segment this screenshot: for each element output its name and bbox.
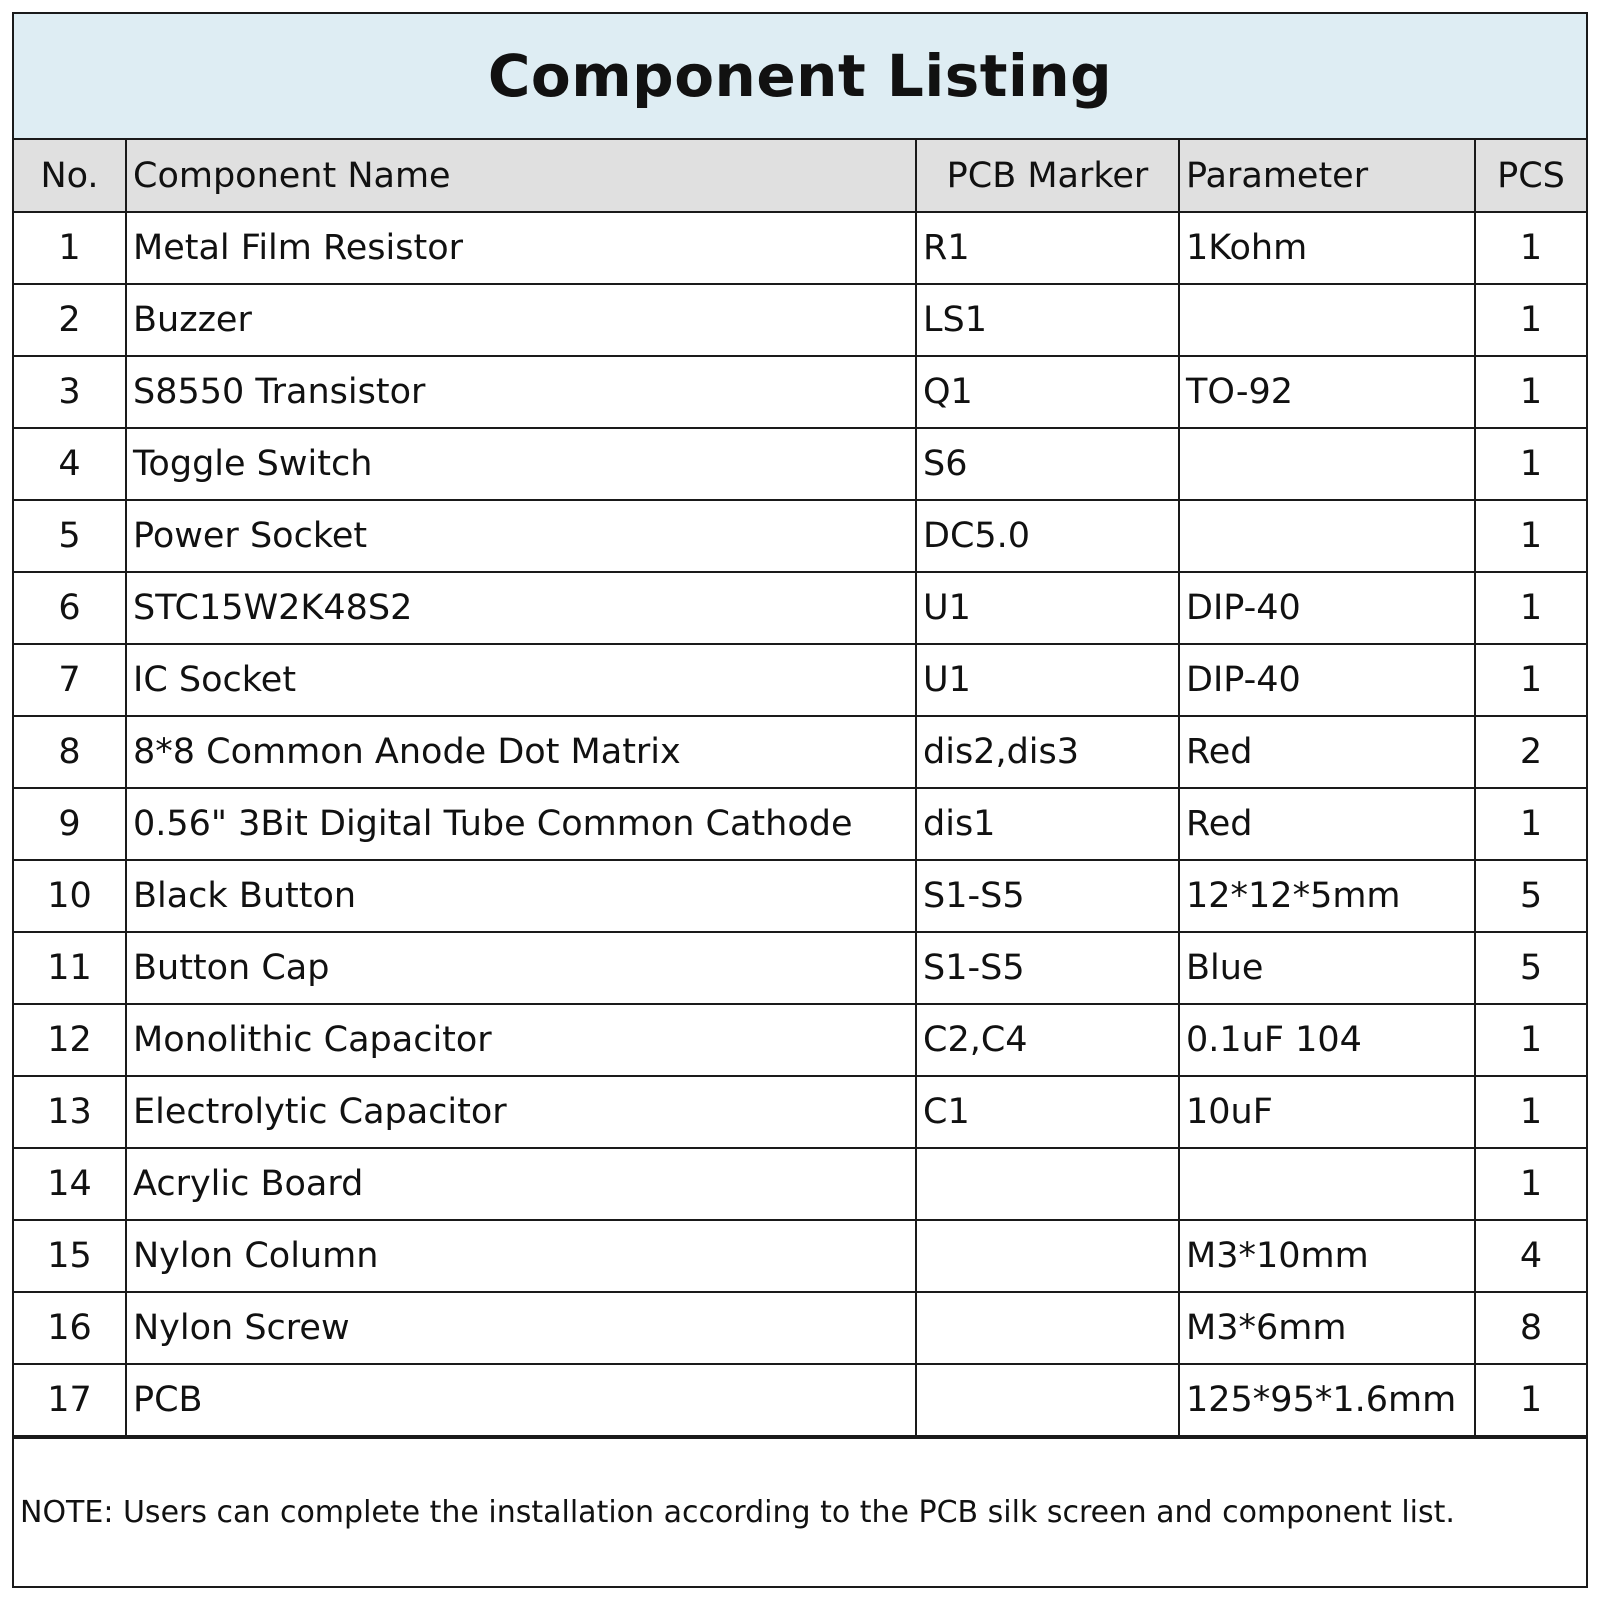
cell-parameter	[1179, 500, 1475, 572]
cell-pcb-marker: C2,C4	[916, 1004, 1179, 1076]
cell-parameter: 10uF	[1179, 1076, 1475, 1148]
table-row	[14, 1364, 1586, 1436]
cell-component-name: Acrylic Board	[126, 1148, 916, 1220]
cell-no: 11	[14, 932, 126, 1004]
cell-pcb-marker	[916, 1220, 1179, 1292]
cell-pcs: 1	[1475, 1004, 1586, 1076]
cell-no: 14	[14, 1148, 126, 1220]
table-row	[14, 644, 1586, 716]
cell-pcb-marker: C1	[916, 1076, 1179, 1148]
cell-pcb-marker: U1	[916, 644, 1179, 716]
cell-no: 17	[14, 1364, 126, 1436]
cell-parameter: Blue	[1179, 932, 1475, 1004]
cell-parameter: Red	[1179, 716, 1475, 788]
table-row	[14, 428, 1586, 500]
cell-pcs: 1	[1475, 284, 1586, 356]
cell-parameter	[1179, 1148, 1475, 1220]
cell-pcb-marker	[916, 1292, 1179, 1364]
header-pcb-marker: PCB Marker	[916, 140, 1179, 212]
cell-component-name: Power Socket	[126, 500, 916, 572]
cell-pcb-marker: R1	[916, 212, 1179, 284]
title-bar	[14, 14, 1586, 140]
cell-component-name: Monolithic Capacitor	[126, 1004, 916, 1076]
cell-no: 7	[14, 644, 126, 716]
table-row	[14, 572, 1586, 644]
cell-pcs: 8	[1475, 1292, 1586, 1364]
cell-pcb-marker: Q1	[916, 356, 1179, 428]
cell-no: 5	[14, 500, 126, 572]
table-row	[14, 716, 1586, 788]
cell-no: 1	[14, 212, 126, 284]
cell-parameter: 0.1uF 104	[1179, 1004, 1475, 1076]
cell-component-name: 8*8 Common Anode Dot Matrix	[126, 716, 916, 788]
cell-component-name: Button Cap	[126, 932, 916, 1004]
cell-pcs: 1	[1475, 572, 1586, 644]
table-row	[14, 788, 1586, 860]
header-parameter: Parameter	[1179, 140, 1475, 212]
cell-pcb-marker: dis2,dis3	[916, 716, 1179, 788]
cell-no: 9	[14, 788, 126, 860]
table-row	[14, 500, 1586, 572]
cell-component-name: S8550 Transistor	[126, 356, 916, 428]
table-row	[14, 212, 1586, 284]
cell-pcb-marker	[916, 1364, 1179, 1436]
cell-no: 6	[14, 572, 126, 644]
cell-component-name: Nylon Column	[126, 1220, 916, 1292]
cell-pcb-marker: S1-S5	[916, 860, 1179, 932]
cell-pcs: 1	[1475, 644, 1586, 716]
cell-pcb-marker: S6	[916, 428, 1179, 500]
table-row	[14, 1076, 1586, 1148]
cell-pcs: 1	[1475, 356, 1586, 428]
cell-component-name: Black Button	[126, 860, 916, 932]
component-listing-sheet	[12, 12, 1588, 1588]
cell-pcb-marker: U1	[916, 572, 1179, 644]
table-row	[14, 1220, 1586, 1292]
cell-parameter: TO-92	[1179, 356, 1475, 428]
cell-component-name: PCB	[126, 1364, 916, 1436]
cell-component-name: Nylon Screw	[126, 1292, 916, 1364]
cell-no: 8	[14, 716, 126, 788]
cell-no: 4	[14, 428, 126, 500]
cell-pcs: 1	[1475, 500, 1586, 572]
cell-component-name: Toggle Switch	[126, 428, 916, 500]
cell-parameter	[1179, 428, 1475, 500]
cell-pcs: 1	[1475, 212, 1586, 284]
cell-component-name: 0.56" 3Bit Digital Tube Common Cathode	[126, 788, 916, 860]
table-row	[14, 1292, 1586, 1364]
note-text: NOTE: Users can complete the installation according to the PCB silk screen and component list.	[14, 1437, 1586, 1586]
cell-pcb-marker: dis1	[916, 788, 1179, 860]
cell-component-name: Buzzer	[126, 284, 916, 356]
cell-pcs: 5	[1475, 932, 1586, 1004]
cell-pcs: 1	[1475, 1364, 1586, 1436]
cell-pcs: 1	[1475, 788, 1586, 860]
header-row	[14, 140, 1586, 212]
page-title: Component Listing	[487, 42, 1113, 110]
cell-parameter: 1Kohm	[1179, 212, 1475, 284]
cell-component-name: Metal Film Resistor	[126, 212, 916, 284]
component-table	[14, 140, 1586, 1437]
cell-pcb-marker	[916, 1148, 1179, 1220]
cell-parameter: M3*10mm	[1179, 1220, 1475, 1292]
header-pcs: PCS	[1475, 140, 1586, 212]
cell-parameter: DIP-40	[1179, 644, 1475, 716]
table-row	[14, 356, 1586, 428]
cell-pcs: 1	[1475, 1148, 1586, 1220]
cell-parameter: M3*6mm	[1179, 1292, 1475, 1364]
cell-no: 3	[14, 356, 126, 428]
cell-parameter	[1179, 284, 1475, 356]
cell-no: 13	[14, 1076, 126, 1148]
cell-parameter: DIP-40	[1179, 572, 1475, 644]
cell-component-name: STC15W2K48S2	[126, 572, 916, 644]
cell-pcs: 4	[1475, 1220, 1586, 1292]
cell-pcb-marker: DC5.0	[916, 500, 1179, 572]
cell-parameter: 125*95*1.6mm	[1179, 1364, 1475, 1436]
table-row	[14, 932, 1586, 1004]
cell-pcs: 2	[1475, 716, 1586, 788]
cell-no: 10	[14, 860, 126, 932]
cell-no: 2	[14, 284, 126, 356]
cell-pcb-marker: S1-S5	[916, 932, 1179, 1004]
table-row	[14, 1148, 1586, 1220]
cell-pcb-marker: LS1	[916, 284, 1179, 356]
table-row	[14, 860, 1586, 932]
table-row	[14, 284, 1586, 356]
cell-parameter: 12*12*5mm	[1179, 860, 1475, 932]
cell-component-name: Electrolytic Capacitor	[126, 1076, 916, 1148]
cell-no: 12	[14, 1004, 126, 1076]
cell-parameter: Red	[1179, 788, 1475, 860]
table-row	[14, 1004, 1586, 1076]
cell-no: 15	[14, 1220, 126, 1292]
cell-pcs: 5	[1475, 860, 1586, 932]
header-component-name: Component Name	[126, 140, 916, 212]
cell-component-name: IC Socket	[126, 644, 916, 716]
cell-no: 16	[14, 1292, 126, 1364]
header-no: No.	[14, 140, 126, 212]
cell-pcs: 1	[1475, 428, 1586, 500]
cell-pcs: 1	[1475, 1076, 1586, 1148]
